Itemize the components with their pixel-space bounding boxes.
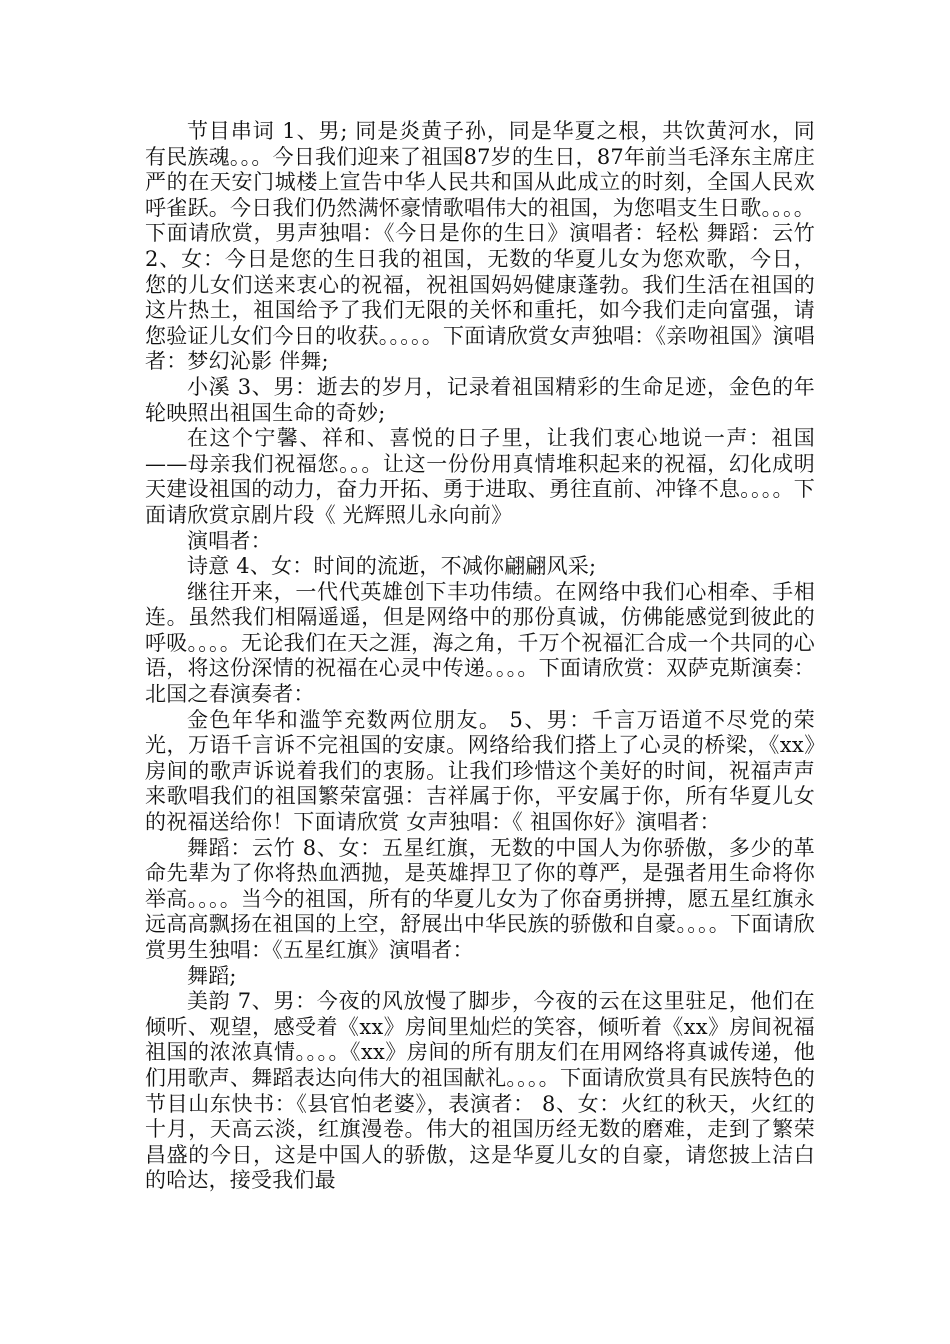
paragraph-3: 在这个宁馨、祥和、喜悦的日子里，让我们衷心地说一声：祖国——母亲我们祝福您。。。让这一份份用真情堆积起来的祝福，幻化成明天建设祖国的动力，奋力开拓、勇于进取、勇往直前、冲锋不息。。。。下面请欣赏京剧片段《 光辉照儿永向前》 [145,426,815,527]
paragraph-5: 诗意 4、女：时间的流逝，不减你翩翩风采; [187,554,597,579]
paragraph-9: 舞蹈; [187,963,237,988]
paragraph-1: 节目串词 1、男; 同是炎黄子孙，同是华夏之根，共饮黄河水，同有民族魂。。。今日我们迎来了祖国87岁的生日，87年前当毛泽东主席庄严的在天安门城楼上宣告中华人民共和国从此成立的时刻，全国人民欢呼雀跃。今日我们仍然满怀豪情歌唱伟大的祖国，为您唱支生日歌。。。。下面请欣赏，男声独唱：《今日是你的生日》演唱者：轻松 舞蹈：云竹 2、女：今日是您的生日我的祖国，无数的华夏儿女为您欢歌，今日，您的儿女们送来衷心的祝福，祝祖国妈妈健康蓬勃。我们生活在祖国的这片热土，祖国给予了我们无限的关怀和重托，如今我们走向富强，请您验证儿女们今日的收获。。。。。下面请欣赏女声独唱：《亲吻祖国》演唱者：梦幻沁影 伴舞; [145,119,815,374]
paragraph-8: 舞蹈：云竹 8、女：五星红旗，无数的中国人为你骄傲，多少的革命先辈为了你将热血洒抛，是英雄捍卫了你的尊严，是强者用生命将你举高。。。。当今的祖国，所有的华夏儿女为了你奋勇拼搏，愿五星红旗永远高高飘扬在祖国的上空，舒展出中华民族的骄傲和自豪。。。。下面请欣赏男生独唱：《五星红旗》演唱者： [145,835,815,962]
paragraph-7: 金色年华和滥竽充数两位朋友。 5、男：千言万语道不尽党的荣光，万语千言诉不完祖国的安康。网络给我们搭上了心灵的桥梁，《xx》房间的歌声诉说着我们的衷肠。让我们珍惜这个美好的时间，祝福声声来歌唱我们的祖国繁荣富强：吉祥属于你，平安属于你，所有华夏儿女的祝福送给你！下面请欣赏 女声独唱：《 祖国你好》演唱者： [145,707,815,835]
paragraph-6: 继往开来，一代代英雄创下丰功伟绩。在网络中我们心相牵、手相连。虽然我们相隔遥遥，但是网络中的那份真诚，仿佛能感觉到彼此的呼吸。。。。无论我们在天之涯，海之角，千万个祝福汇合成一个共同的心语，将这份深情的祝福在心灵中传递。。。。下面请欣赏：双萨克斯演奏：北国之春演奏者： [145,579,815,707]
paragraph-10: 美韵 7、男：今夜的风放慢了脚步，今夜的云在这里驻足，他们在倾听、观望，感受着《xx》房间里灿烂的笑容，倾听着《xx》房间祝福祖国的浓浓真情。。。。《xx》房间的所有朋友们在用网络将真诚传递，他们用歌声、舞蹈表达向伟大的祖国献礼。。。。下面请欣赏具有民族特色的节目山东快书：《县官怕老婆》，表演者： 8、女：火红的秋天，火红的十月，天高云淡，红旗漫卷。伟大的祖国历经无数的磨难，走到了繁荣昌盛的今日，这是中国人的骄傲，这是华夏儿女的自豪，请您披上洁白的哈达，接受我们最 [145,989,815,1193]
paragraph-2: 小溪 3、男：逝去的岁月，记录着祖国精彩的生命足迹，金色的年轮映照出祖国生命的奇妙; [145,374,815,425]
document-body [145,119,815,1194]
paragraph-4: 演唱者： [187,528,272,553]
